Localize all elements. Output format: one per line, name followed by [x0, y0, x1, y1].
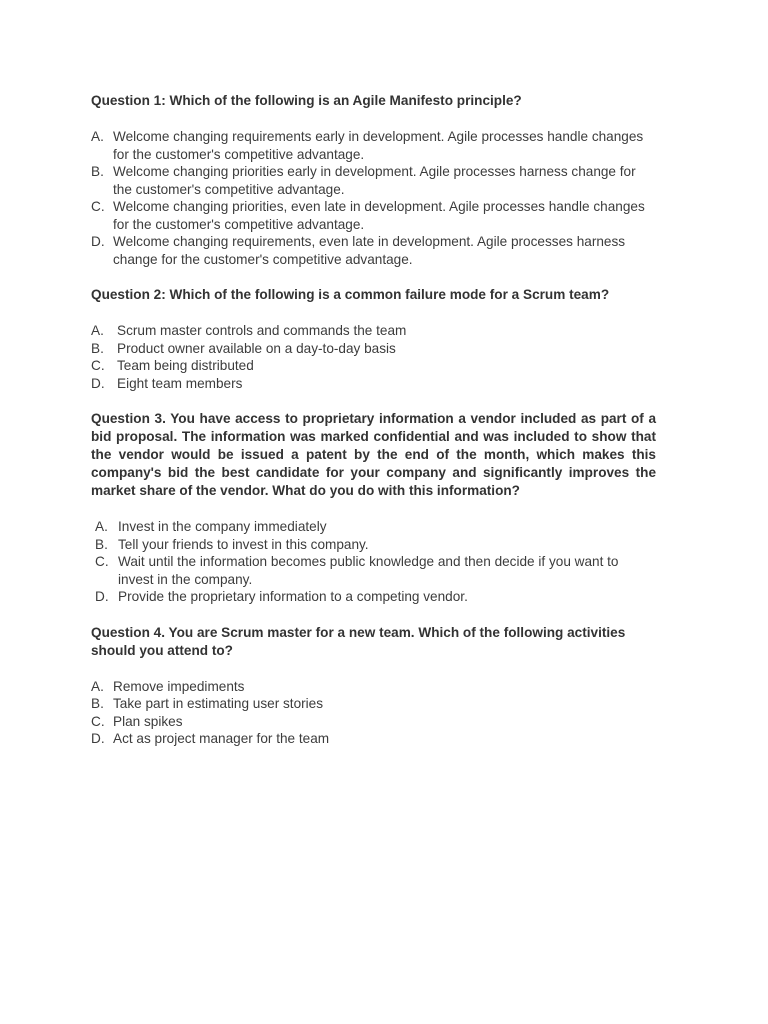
option-letter: D.	[91, 375, 105, 391]
option-letter: B.	[91, 696, 104, 711]
option-letter: C.	[91, 358, 105, 373]
option-letter: A.	[95, 519, 108, 534]
question-1-title: Question 1: Which of the following is an Agile Manifesto principle?	[91, 93, 522, 108]
option-text: Eight team members	[117, 375, 243, 391]
option-letter: A.	[91, 129, 104, 144]
option-text: Remove impediments	[113, 678, 245, 694]
option-letter: D.	[91, 731, 105, 746]
option-letter: A.	[91, 323, 104, 338]
option-text: Provide the proprietary information to a competing vendor.	[118, 589, 468, 604]
option-c	[91, 553, 656, 588]
option-d	[91, 730, 656, 748]
question-4-title: Question 4. You are Scrum master for a new team. Which of the following activities should you attend to?	[91, 624, 626, 658]
question-3-title: Question 3. You have access to proprietary information a vendor included as part of a bid proposal. The information was marked confidential and was included to show that the vendor would be issued a patent by the end of the month, which makes this company's bid the best candidate for your company and significantly improves the market share of the vendor. What do you do with this information?	[91, 411, 656, 498]
option-text: Welcome changing priorities, even late in development. Agile processes handle changes for the customer's competitive advantage.	[113, 199, 645, 232]
question-2-title: Question 2: Which of the following is a common failure mode for a Scrum team?	[91, 287, 610, 302]
option-text: Act as project manager for the team	[113, 731, 330, 746]
option-text: Welcome changing priorities early in development. Agile processes harness change for the customer's competitive advantage.	[113, 164, 636, 197]
option-text: Welcome changing requirements early in development. Agile processes handle changes for the customer's competitive advantage.	[113, 129, 644, 162]
option-letter: B.	[91, 164, 104, 179]
option-c	[91, 198, 656, 233]
option-text: Team being distributed	[117, 358, 254, 373]
option-letter: D.	[91, 234, 105, 249]
option-d	[91, 233, 656, 268]
option-text: Plan spikes	[113, 713, 183, 729]
option-d	[91, 375, 656, 393]
option-letter: C.	[91, 199, 105, 214]
option-letter: B.	[95, 536, 108, 552]
question-1	[91, 92, 656, 268]
question-2	[91, 286, 656, 392]
option-a	[91, 128, 656, 163]
option-letter: D.	[95, 589, 109, 604]
question-3	[91, 410, 656, 606]
option-text: Product owner available on a day-to-day basis	[117, 340, 396, 356]
option-text: Invest in the company immediately	[118, 519, 327, 534]
option-a	[91, 518, 656, 536]
option-letter: B.	[91, 340, 104, 356]
option-text: Take part in estimating user stories	[113, 696, 324, 711]
option-text: Scrum master controls and commands the team	[117, 323, 407, 338]
option-letter: A.	[91, 678, 104, 694]
question-4	[91, 624, 656, 748]
option-c	[91, 357, 656, 375]
option-b	[91, 163, 656, 198]
option-a	[91, 322, 656, 340]
question-4-options	[91, 678, 656, 748]
question-3-options	[91, 518, 656, 606]
option-b	[91, 340, 656, 358]
option-text: Tell your friends to invest in this company.	[118, 536, 369, 552]
option-d	[91, 588, 656, 606]
option-text: Wait until the information becomes public knowledge and then decide if you want to invest in the company.	[118, 554, 619, 587]
question-2-options	[91, 322, 656, 392]
option-c	[91, 713, 656, 731]
option-text: Welcome changing requirements, even late in development. Agile processes harness change for the customer's competitive advantage.	[113, 234, 626, 267]
option-letter: C.	[95, 554, 109, 569]
question-1-options	[91, 128, 656, 268]
option-a	[91, 678, 656, 696]
option-b	[91, 695, 656, 713]
option-b	[91, 536, 656, 554]
option-letter: C.	[91, 713, 105, 729]
question-list	[91, 92, 656, 766]
